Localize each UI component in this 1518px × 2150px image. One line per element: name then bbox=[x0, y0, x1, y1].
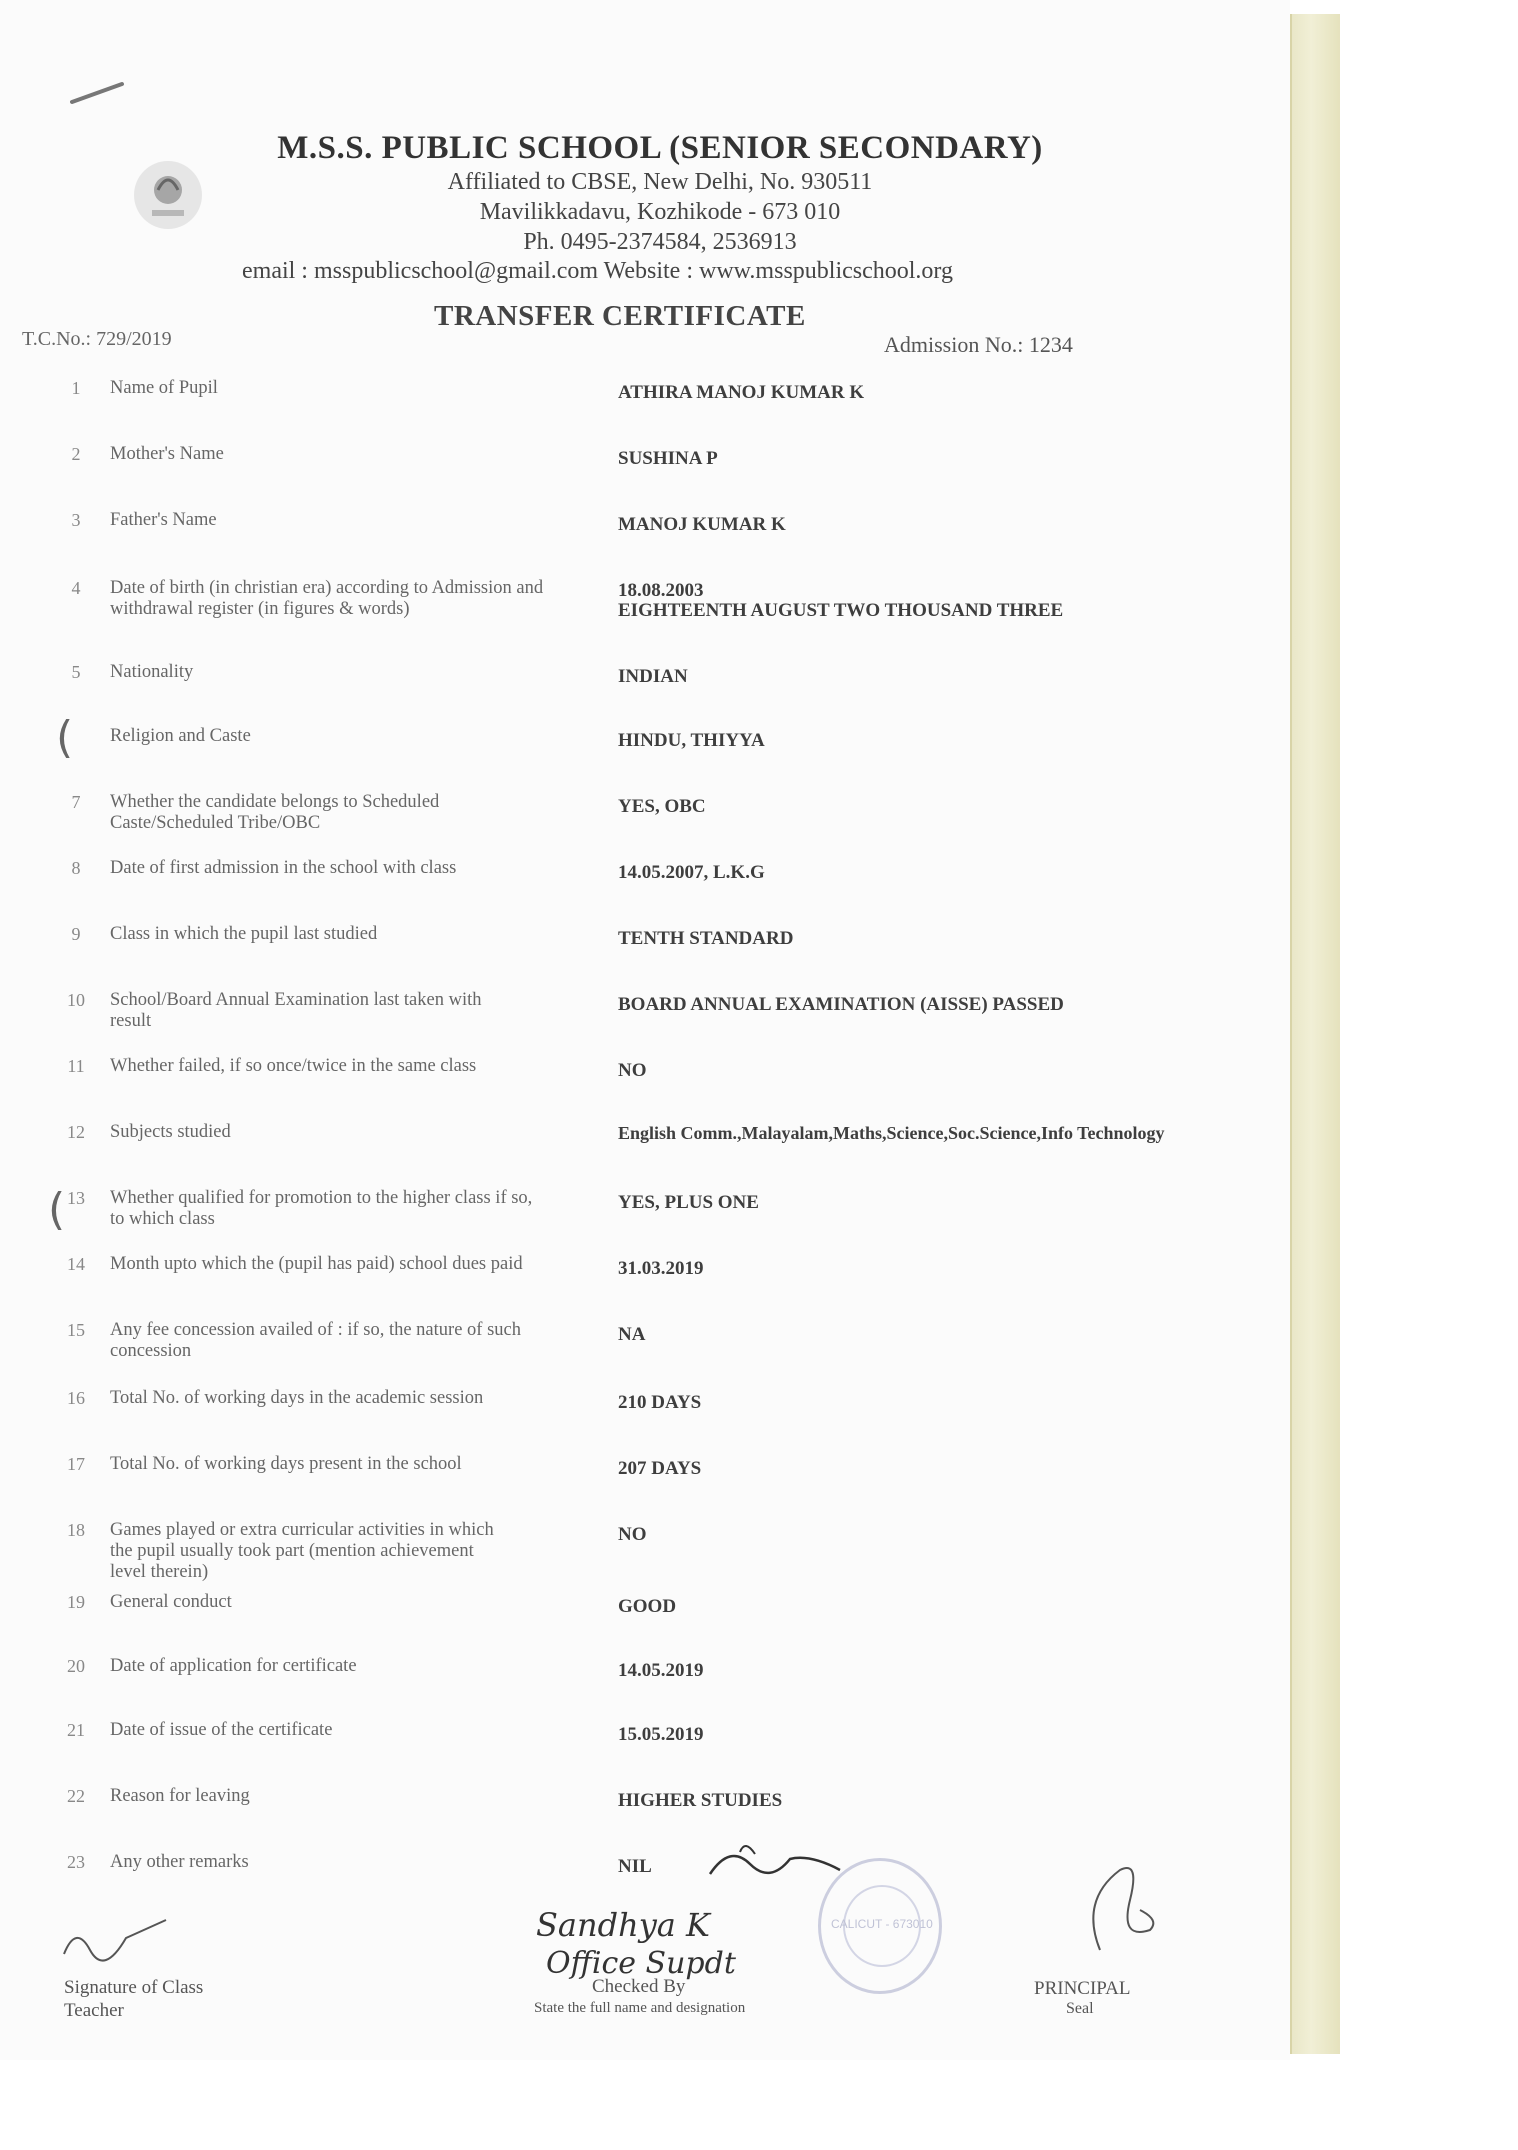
row-value: INDIAN bbox=[618, 666, 688, 687]
row-value: BOARD ANNUAL EXAMINATION (AISSE) PASSED bbox=[618, 994, 1064, 1015]
row-label: Class in which the pupil last studied bbox=[110, 924, 378, 944]
row-label: Religion and Caste bbox=[110, 726, 251, 746]
row-value: YES, PLUS ONE bbox=[618, 1192, 759, 1213]
row-label: Any other remarks bbox=[110, 1852, 249, 1872]
row-number: 18 bbox=[67, 1520, 85, 1540]
punch-hole-mark: ( bbox=[48, 1184, 66, 1235]
row-label: Whether the candidate belongs to Scheduled Caste/Scheduled Tribe/OBC bbox=[110, 792, 440, 833]
row-number: 7 bbox=[71, 792, 81, 812]
row-label: Total No. of working days present in the school bbox=[110, 1454, 462, 1474]
row-label: Any fee concession availed of : if so, the nature of such concession bbox=[110, 1320, 521, 1361]
row-value: HIGHER STUDIES bbox=[618, 1790, 783, 1811]
row-number: 2 bbox=[71, 444, 81, 464]
paper-edge bbox=[1290, 14, 1340, 2054]
class-teacher-signature-label: Signature of Class Teacher bbox=[64, 1977, 204, 2021]
punch-hole-mark: ( bbox=[56, 712, 74, 763]
seal-label: Seal bbox=[1066, 2000, 1094, 2017]
row-label: School/Board Annual Examination last taken with result bbox=[110, 990, 482, 1031]
row-label: Date of birth (in christian era) according to Admission and withdrawal register (in figures & words) bbox=[110, 578, 544, 619]
row-label: Whether qualified for promotion to the higher class if so, to which class bbox=[110, 1188, 533, 1229]
school-header bbox=[200, 130, 1120, 257]
school-name: M.S.S. PUBLIC SCHOOL (SENIOR SECONDARY) bbox=[277, 130, 1043, 166]
row-number: 8 bbox=[71, 858, 81, 878]
row-value: 31.03.2019 bbox=[618, 1258, 704, 1279]
row-number: 22 bbox=[67, 1786, 85, 1806]
row-label: Reason for leaving bbox=[110, 1786, 250, 1806]
row-value: NO bbox=[618, 1060, 647, 1081]
row-value: GOOD bbox=[618, 1596, 677, 1617]
row-value: 207 DAYS bbox=[618, 1458, 702, 1479]
row-value: English Comm.,Malayalam,Maths,Science,Soc.Science,Info Technology bbox=[618, 1123, 1165, 1143]
email-website: email : msspublicschool@gmail.com Website : www.msspublicschool.org bbox=[242, 258, 953, 284]
checked-by-note: State the full name and designation bbox=[534, 2000, 746, 2016]
affiliation: Affiliated to CBSE, New Delhi, No. 930511 bbox=[447, 169, 873, 195]
row-number: 11 bbox=[67, 1056, 85, 1076]
pen-mark bbox=[70, 80, 130, 110]
row-label: Name of Pupil bbox=[110, 378, 218, 398]
row-value: HINDU, THIYYA bbox=[618, 730, 765, 751]
checked-by-label: Checked By bbox=[592, 1976, 686, 1997]
row-value-words: EIGHTEENTH AUGUST TWO THOUSAND THREE bbox=[618, 600, 1064, 621]
row-value: NO bbox=[618, 1524, 647, 1545]
row-label: Mother's Name bbox=[110, 444, 224, 464]
row-label: Father's Name bbox=[110, 510, 217, 530]
row-value: NA bbox=[618, 1324, 646, 1345]
row-value: ATHIRA MANOJ KUMAR K bbox=[618, 382, 865, 403]
admission-number: Admission No.: 1234 bbox=[884, 332, 1073, 357]
row-value: TENTH STANDARD bbox=[618, 928, 794, 949]
row-number: 21 bbox=[67, 1720, 85, 1740]
row-label: Date of issue of the certificate bbox=[110, 1720, 333, 1740]
row-value: MANOJ KUMAR K bbox=[618, 514, 786, 535]
handwritten-designation: Office Supdt bbox=[546, 1946, 736, 1981]
row-value: 14.05.2007, L.K.G bbox=[618, 862, 765, 883]
row-label: Date of application for certificate bbox=[110, 1656, 357, 1676]
row-value: NIL bbox=[618, 1856, 652, 1877]
row-label: Month upto which the (pupil has paid) school dues paid bbox=[110, 1254, 523, 1274]
row-label: Subjects studied bbox=[110, 1122, 231, 1142]
stamp-text: CALICUT - 673010 bbox=[831, 1917, 933, 1931]
row-value: 14.05.2019 bbox=[618, 1660, 704, 1681]
row-label: General conduct bbox=[110, 1592, 232, 1612]
signature-scribble bbox=[700, 1834, 850, 1894]
row-value: 18.08.2003 bbox=[618, 580, 704, 601]
tc-number: T.C.No.: 729/2019 bbox=[22, 328, 172, 350]
school-logo-icon bbox=[128, 150, 208, 240]
row-value: YES, OBC bbox=[618, 796, 706, 817]
row-label: Nationality bbox=[110, 662, 194, 682]
certificate-title: TRANSFER CERTIFICATE bbox=[434, 300, 806, 332]
principal-signature bbox=[1060, 1860, 1170, 1970]
row-label: Whether failed, if so once/twice in the same class bbox=[110, 1056, 477, 1076]
row-number: 17 bbox=[67, 1454, 85, 1474]
row-number: 9 bbox=[71, 924, 81, 944]
phone: Ph. 0495-2374584, 2536913 bbox=[523, 229, 797, 255]
row-number: 1 bbox=[71, 378, 81, 398]
row-value: 210 DAYS bbox=[618, 1392, 702, 1413]
row-number: 16 bbox=[67, 1388, 85, 1408]
row-number: 19 bbox=[67, 1592, 85, 1612]
row-number: 15 bbox=[67, 1320, 85, 1340]
row-label: Total No. of working days in the academic session bbox=[110, 1388, 484, 1408]
handwritten-name: Sandhya K bbox=[536, 1906, 710, 1944]
row-value: SUSHINA P bbox=[618, 448, 718, 469]
row-number: 14 bbox=[67, 1254, 85, 1274]
teacher-signature bbox=[56, 1914, 176, 1974]
row-number: 23 bbox=[67, 1852, 85, 1872]
row-number: 13 bbox=[67, 1188, 85, 1208]
principal-label: PRINCIPAL bbox=[1034, 1978, 1131, 1999]
row-number: 4 bbox=[71, 578, 81, 598]
row-number: 5 bbox=[71, 662, 81, 682]
row-number: 10 bbox=[67, 990, 85, 1010]
row-number: 20 bbox=[67, 1656, 85, 1676]
address: Mavilikkadavu, Kozhikode - 673 010 bbox=[479, 199, 841, 225]
row-label: Date of first admission in the school with class bbox=[110, 858, 457, 878]
row-value: 15.05.2019 bbox=[618, 1724, 704, 1745]
row-label: Games played or extra curricular activities in which the pupil usually took part (mention achievement level therein) bbox=[110, 1520, 494, 1582]
row-number: 3 bbox=[71, 510, 81, 530]
row-number: 12 bbox=[67, 1122, 85, 1142]
